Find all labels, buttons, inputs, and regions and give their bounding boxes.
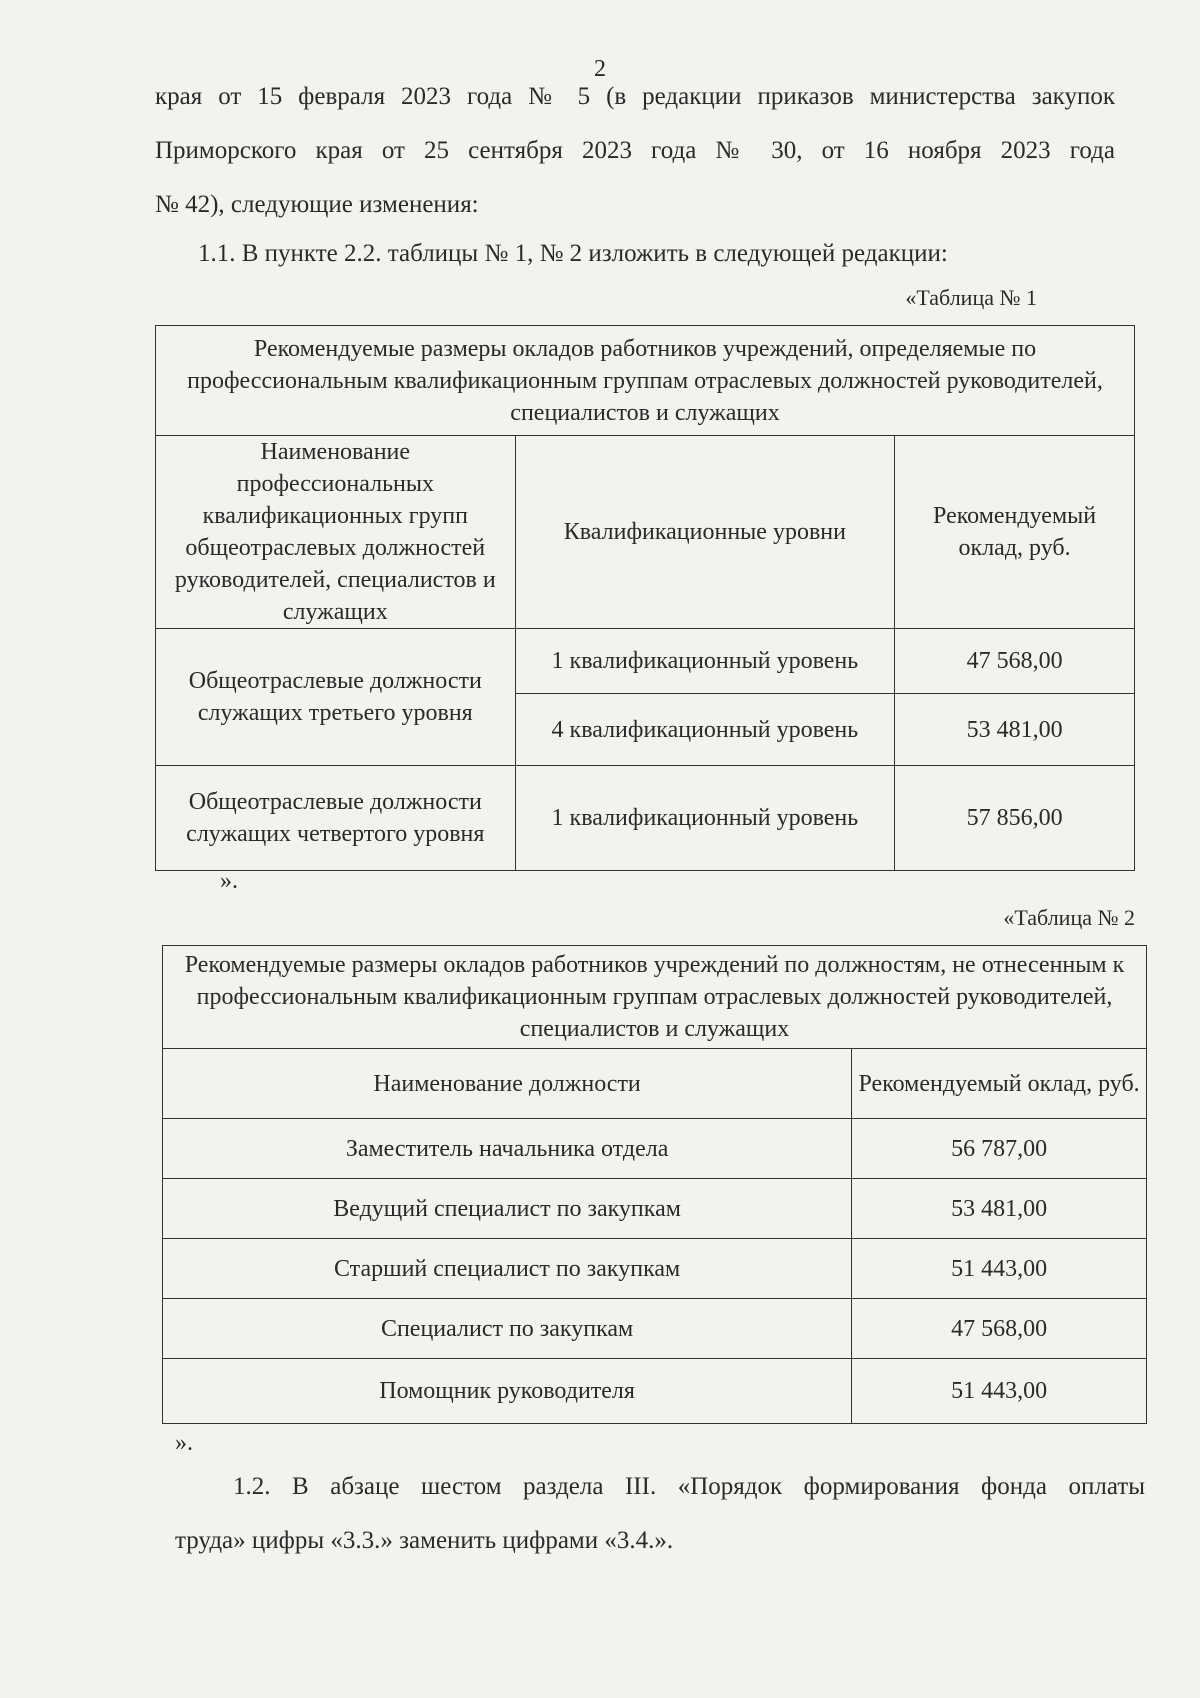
table2-position: Специалист по закупкам: [163, 1299, 852, 1359]
table2-position: Старший специалист по закупкам: [163, 1239, 852, 1299]
table2-position: Помощник руководителя: [163, 1359, 852, 1424]
table2-position: Ведущий специалист по закупкам: [163, 1179, 852, 1239]
intro-paragraph: [155, 70, 1115, 232]
table2-position: Заместитель начальника отдела: [163, 1119, 852, 1179]
table2-caption: «Таблица № 2: [1003, 905, 1135, 930]
table1-header-group: Наименование профессиональных квалификационных групп общеотраслевых должностей руководителей, специалистов и служащих: [156, 436, 516, 629]
table2-header-salary: Рекомендуемый оклад, руб.: [852, 1049, 1147, 1119]
table1-salary: 47 568,00: [895, 629, 1135, 694]
table2-salary: 51 443,00: [852, 1359, 1147, 1424]
table2-salary: 51 443,00: [852, 1239, 1147, 1299]
item-1-2-line: 1.2. В абзаце шестом раздела III. «Порядок формирования фонда оплаты: [233, 1473, 1145, 1500]
table2: [162, 945, 1147, 1424]
table1-group-name: Общеотраслевые должности служащих третьего уровня: [156, 629, 516, 766]
table1-header-level: Квалификационные уровни: [515, 436, 895, 629]
table2-salary: 53 481,00: [852, 1179, 1147, 1239]
table1-header-salary: Рекомендуемый оклад, руб.: [895, 436, 1135, 629]
table1-level: 1 квалификационный уровень: [515, 766, 895, 871]
item-1-2-line: труда» цифры «3.3.» заменить цифрами «3.4.».: [175, 1527, 674, 1554]
table1-group-name: Общеотраслевые должности служащих четвертого уровня: [156, 766, 516, 871]
table1-caption: «Таблица № 1: [905, 285, 1037, 310]
intro-line: Приморского края от 25 сентября 2023 года № 30, от 16 ноября 2023 года: [155, 137, 1115, 164]
item-1-2: [175, 1460, 1145, 1568]
table1-closer: ».: [220, 868, 238, 894]
table2-title: Рекомендуемые размеры окладов работников учреждений по должностям, не отнесенным к профессиональным квалификационным группам отраслевых должностей руководителей, специалистов и служащих: [163, 946, 1147, 1049]
table1-level: 1 квалификационный уровень: [515, 629, 895, 694]
intro-line: № 42), следующие изменения:: [155, 191, 479, 218]
table1-title: Рекомендуемые размеры окладов работников учреждений, определяемые по профессиональным квалификационным группам отраслевых должностей руководителей, специалистов и служащих: [156, 326, 1135, 436]
table1: [155, 325, 1135, 871]
page-number: 2: [594, 56, 606, 82]
table1-level: 4 квалификационный уровень: [515, 694, 895, 766]
table1-salary: 57 856,00: [895, 766, 1135, 871]
table2-header-position: Наименование должности: [163, 1049, 852, 1119]
item-1-1: 1.1. В пункте 2.2. таблицы № 1, № 2 изложить в следующей редакции:: [198, 240, 948, 267]
table2-salary: 56 787,00: [852, 1119, 1147, 1179]
table1-salary: 53 481,00: [895, 694, 1135, 766]
table2-closer: ».: [175, 1430, 193, 1456]
table2-salary: 47 568,00: [852, 1299, 1147, 1359]
intro-line: края от 15 февраля 2023 года № 5 (в редакции приказов министерства закупок: [155, 83, 1115, 110]
